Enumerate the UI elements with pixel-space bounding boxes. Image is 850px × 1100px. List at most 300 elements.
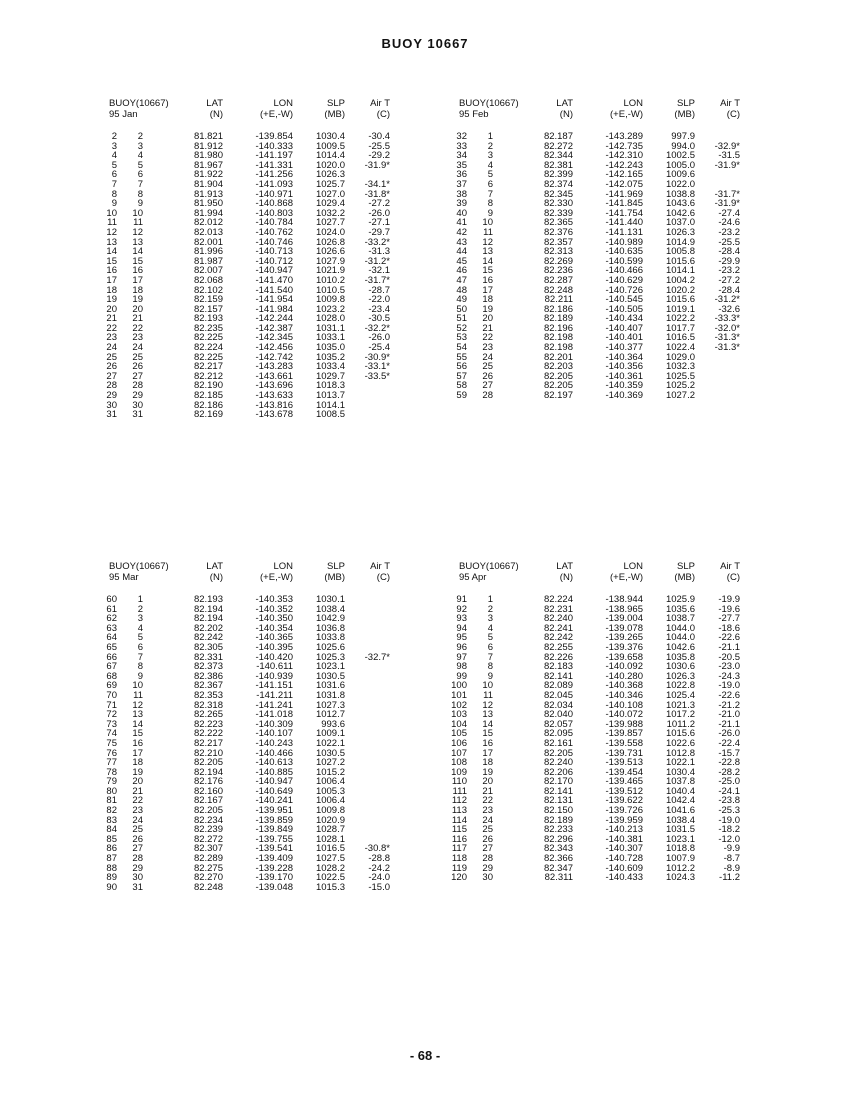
cell-air-temp: -32.6 xyxy=(718,303,740,315)
cell-day: 15 xyxy=(132,255,143,267)
cell-day: 1 xyxy=(487,594,493,605)
cell-air-temp: -15.7 xyxy=(718,747,740,759)
table-panel-mar xyxy=(103,561,403,893)
cell-slp: 1035.8 xyxy=(665,651,695,663)
cell-day: 29 xyxy=(482,862,493,874)
cell-lon: -140.352 xyxy=(255,603,293,615)
cell-day: 20 xyxy=(482,313,493,325)
cell-day: 8 xyxy=(137,188,143,200)
cell-day: 11 xyxy=(133,689,143,701)
cell-lon: -140.629 xyxy=(605,274,643,286)
cell-lon: -140.712 xyxy=(255,255,293,267)
table-row xyxy=(453,190,753,200)
cell-day: 7 xyxy=(137,178,143,190)
cell-row-id: 56 xyxy=(456,361,467,373)
table-row xyxy=(453,710,753,720)
table-row xyxy=(103,806,403,816)
cell-row-id: 112 xyxy=(451,795,467,807)
cell-air-temp: -25.4 xyxy=(368,342,390,354)
cell-lat: 82.194 xyxy=(193,603,223,615)
cell-air-temp: -30.4 xyxy=(368,131,390,142)
cell-row-id: 84 xyxy=(106,824,117,836)
table-row xyxy=(453,816,753,826)
cell-lon: -139.409 xyxy=(255,853,293,865)
header-buoy: BUOY(10667) xyxy=(459,561,519,572)
cell-row-id: 120 xyxy=(451,872,467,884)
cell-lat: 82.311 xyxy=(544,872,573,884)
table-row xyxy=(453,643,753,653)
cell-lat: 82.068 xyxy=(193,274,223,286)
cell-lat: 82.241 xyxy=(543,622,573,634)
cell-slp: 1029.0 xyxy=(665,351,695,363)
table-row xyxy=(453,286,753,296)
cell-day: 30 xyxy=(482,872,493,884)
table-row xyxy=(453,276,753,286)
table-row xyxy=(103,662,403,672)
cell-row-id: 109 xyxy=(451,766,467,778)
cell-day: 4 xyxy=(487,159,493,171)
cell-day: 25 xyxy=(132,824,143,836)
cell-air-temp: -22.6 xyxy=(718,689,740,701)
cell-lat: 82.187 xyxy=(543,131,573,142)
cell-day: 12 xyxy=(132,699,143,711)
table-row xyxy=(103,170,403,180)
cell-slp: 1042.6 xyxy=(665,641,695,653)
cell-lat: 82.198 xyxy=(543,342,573,354)
cell-slp: 1006.4 xyxy=(315,776,345,788)
cell-lon: -143.633 xyxy=(255,390,293,402)
table-row xyxy=(453,796,753,806)
cell-lat: 82.381 xyxy=(543,159,573,171)
cell-day: 10 xyxy=(132,207,143,219)
cell-lat: 82.374 xyxy=(543,178,573,190)
cell-lon: -140.466 xyxy=(605,265,643,277)
cell-row-id: 38 xyxy=(456,188,467,200)
cell-lon: -139.849 xyxy=(255,824,293,836)
table-row xyxy=(453,844,753,854)
cell-row-id: 25 xyxy=(106,351,117,363)
table-row xyxy=(453,324,753,334)
cell-row-id: 10 xyxy=(106,207,117,219)
table-row xyxy=(453,729,753,739)
table-row xyxy=(453,381,753,391)
cell-lon: -140.401 xyxy=(605,332,643,344)
table-row xyxy=(453,161,753,171)
cell-slp: 1022.1 xyxy=(315,737,345,749)
table-row xyxy=(453,333,753,343)
table-row xyxy=(103,720,403,730)
cell-slp: 1026.3 xyxy=(315,169,345,181)
cell-lon: -140.353 xyxy=(255,594,293,605)
cell-air-temp: -20.5 xyxy=(718,651,740,663)
cell-lon: -141.211 xyxy=(256,689,293,701)
cell-day: 31 xyxy=(132,409,143,421)
cell-row-id: 12 xyxy=(106,226,117,238)
cell-slp: 1031.8 xyxy=(315,689,345,701)
cell-air-temp: -22.4 xyxy=(718,737,740,749)
cell-row-id: 41 xyxy=(456,217,467,229)
cell-day: 8 xyxy=(487,661,493,673)
cell-day: 26 xyxy=(132,361,143,373)
cell-row-id: 99 xyxy=(456,670,467,682)
table-row xyxy=(453,739,753,749)
cell-row-id: 44 xyxy=(456,246,467,258)
cell-lat: 81.980 xyxy=(193,150,223,162)
header-air: Air T xyxy=(370,98,390,109)
table-panel-jan xyxy=(103,98,403,421)
cell-row-id: 27 xyxy=(106,370,117,382)
cell-row-id: 68 xyxy=(106,670,117,682)
cell-lat: 82.224 xyxy=(193,342,223,354)
header-air-u: (C) xyxy=(376,109,390,120)
cell-lat: 82.242 xyxy=(193,632,223,644)
cell-lat: 82.141 xyxy=(543,785,573,797)
cell-air-temp: -31.8* xyxy=(364,188,390,200)
cell-day: 19 xyxy=(132,294,143,306)
cell-air-temp: -24.2 xyxy=(368,862,390,874)
cell-slp: 1033.4 xyxy=(315,361,345,373)
cell-air-temp: -32.2* xyxy=(364,322,390,334)
table-row xyxy=(453,595,753,605)
cell-lat: 82.013 xyxy=(193,226,223,238)
cell-lon: -140.377 xyxy=(605,342,643,354)
cell-lon: -139.558 xyxy=(605,737,643,749)
table-row xyxy=(453,681,753,691)
cell-slp: 1018.3 xyxy=(315,380,345,392)
cell-lat: 82.305 xyxy=(193,641,223,653)
cell-lon: -139.755 xyxy=(255,833,293,845)
cell-row-id: 35 xyxy=(456,159,467,171)
cell-slp: 1025.3 xyxy=(315,651,345,663)
cell-lon: -141.241 xyxy=(255,699,293,711)
cell-row-id: 74 xyxy=(106,728,117,740)
cell-lat: 82.203 xyxy=(543,361,573,373)
cell-lon: -141.540 xyxy=(255,284,293,296)
cell-lon: -143.816 xyxy=(255,399,293,411)
cell-lon: -139.854 xyxy=(255,131,293,142)
header-lat-u: (N) xyxy=(209,109,223,120)
cell-air-temp: -31.3* xyxy=(714,342,740,354)
cell-lat: 82.205 xyxy=(193,805,223,817)
cell-air-temp: -29.2 xyxy=(368,150,390,162)
table-body xyxy=(453,132,753,401)
cell-slp: 1026.6 xyxy=(315,246,345,258)
cell-slp: 1033.8 xyxy=(315,632,345,644)
cell-lon: -142.742 xyxy=(255,351,293,363)
cell-lat: 81.994 xyxy=(193,207,223,219)
table-row xyxy=(103,132,403,142)
cell-row-id: 48 xyxy=(456,284,467,296)
cell-row-id: 86 xyxy=(106,843,117,855)
cell-slp: 1016.5 xyxy=(315,843,345,855)
cell-lon: -140.649 xyxy=(255,785,293,797)
header-lon-u: (+E,-W) xyxy=(260,572,293,583)
cell-row-id: 107 xyxy=(451,747,467,759)
cell-day: 10 xyxy=(132,680,143,692)
cell-lat: 82.150 xyxy=(543,805,573,817)
cell-lon: -139.988 xyxy=(605,718,643,730)
cell-lon: -140.107 xyxy=(255,728,293,740)
cell-row-id: 60 xyxy=(106,594,117,605)
cell-day: 29 xyxy=(132,390,143,402)
cell-lat: 82.265 xyxy=(193,709,223,721)
cell-day: 3 xyxy=(137,613,143,625)
cell-slp: 1015.3 xyxy=(315,881,345,893)
cell-lon: -141.954 xyxy=(255,294,293,306)
cell-row-id: 8 xyxy=(111,188,117,200)
cell-air-temp: -31.9* xyxy=(364,159,390,171)
cell-row-id: 117 xyxy=(451,843,467,855)
cell-lat: 82.225 xyxy=(193,332,223,344)
table-row xyxy=(453,391,753,401)
cell-lat: 82.089 xyxy=(543,680,573,692)
cell-row-id: 87 xyxy=(106,853,117,865)
cell-lat: 82.212 xyxy=(193,370,223,382)
table-row xyxy=(453,247,753,257)
cell-day: 2 xyxy=(137,131,143,142)
cell-row-id: 30 xyxy=(106,399,117,411)
cell-lat: 82.217 xyxy=(193,737,223,749)
table-row xyxy=(103,190,403,200)
cell-slp: 1025.4 xyxy=(665,689,695,701)
cell-row-id: 111 xyxy=(452,785,467,797)
cell-day: 13 xyxy=(132,709,143,721)
cell-row-id: 73 xyxy=(106,718,117,730)
cell-lat: 82.194 xyxy=(193,613,223,625)
cell-lat: 82.347 xyxy=(543,862,573,874)
table-row xyxy=(103,624,403,634)
cell-day: 21 xyxy=(132,313,143,325)
cell-lat: 82.161 xyxy=(543,737,573,749)
cell-slp: 993.6 xyxy=(321,718,345,730)
cell-lon: -143.289 xyxy=(605,131,643,142)
cell-lon: -140.359 xyxy=(605,380,643,392)
cell-row-id: 51 xyxy=(456,313,467,325)
cell-lat: 82.193 xyxy=(193,313,223,325)
cell-air-temp: -31.5 xyxy=(718,150,740,162)
cell-slp: 1014.1 xyxy=(665,265,695,277)
table-row xyxy=(453,605,753,615)
cell-lat: 82.095 xyxy=(543,728,573,740)
table-row xyxy=(103,401,403,411)
cell-lon: -141.984 xyxy=(255,303,293,315)
cell-slp: 1014.1 xyxy=(315,399,345,411)
table-row xyxy=(453,777,753,787)
cell-lat: 82.367 xyxy=(193,680,223,692)
table-row xyxy=(103,691,403,701)
cell-row-id: 96 xyxy=(456,641,467,653)
cell-lon: -139.541 xyxy=(255,843,293,855)
cell-row-id: 81 xyxy=(106,795,117,807)
cell-day: 15 xyxy=(132,728,143,740)
cell-lon: -140.350 xyxy=(255,613,293,625)
cell-lon: -140.885 xyxy=(255,766,293,778)
cell-row-id: 13 xyxy=(106,236,117,248)
table-row xyxy=(103,266,403,276)
cell-row-id: 65 xyxy=(106,641,117,653)
cell-day: 12 xyxy=(132,226,143,238)
cell-row-id: 98 xyxy=(456,661,467,673)
cell-air-temp: -21.0 xyxy=(718,709,740,721)
cell-lon: -139.265 xyxy=(605,632,643,644)
cell-slp: 1023.2 xyxy=(315,303,345,315)
cell-air-temp: -19.0 xyxy=(718,680,740,692)
cell-row-id: 70 xyxy=(106,689,117,701)
cell-day: 2 xyxy=(487,603,493,615)
cell-lon: -141.093 xyxy=(255,178,293,190)
cell-lon: -140.356 xyxy=(605,361,643,373)
cell-row-id: 114 xyxy=(451,814,467,826)
cell-slp: 1025.7 xyxy=(315,178,345,190)
cell-row-id: 57 xyxy=(456,370,467,382)
cell-slp: 1010.2 xyxy=(315,274,345,286)
cell-lon: -140.108 xyxy=(605,699,643,711)
table-row xyxy=(103,653,403,663)
table-row xyxy=(103,758,403,768)
cell-lat: 82.313 xyxy=(543,246,573,258)
cell-lon: -142.456 xyxy=(255,342,293,354)
cell-day: 23 xyxy=(482,805,493,817)
table-row xyxy=(103,199,403,209)
cell-lon: -142.387 xyxy=(255,322,293,334)
cell-row-id: 2 xyxy=(111,131,117,142)
cell-lat: 81.912 xyxy=(193,140,223,152)
cell-slp: 1012.8 xyxy=(665,747,695,759)
cell-lon: -139.004 xyxy=(605,613,643,625)
table-row xyxy=(453,295,753,305)
cell-day: 9 xyxy=(487,207,493,219)
cell-slp: 1032.3 xyxy=(665,361,695,373)
cell-lat: 82.206 xyxy=(543,766,573,778)
cell-lat: 82.040 xyxy=(543,709,573,721)
cell-air-temp: -34.1* xyxy=(364,178,390,190)
cell-row-id: 54 xyxy=(456,342,467,354)
cell-day: 10 xyxy=(482,217,493,229)
cell-row-id: 69 xyxy=(106,680,117,692)
cell-row-id: 19 xyxy=(106,294,117,306)
cell-lon: -140.433 xyxy=(605,872,643,884)
cell-lon: -141.197 xyxy=(255,150,293,162)
cell-slp: 1044.0 xyxy=(665,622,695,634)
cell-air-temp: -28.2 xyxy=(718,766,740,778)
cell-slp: 1023.1 xyxy=(315,661,345,673)
cell-row-id: 55 xyxy=(456,351,467,363)
cell-row-id: 33 xyxy=(456,140,467,152)
cell-row-id: 93 xyxy=(456,613,467,625)
cell-row-id: 9 xyxy=(111,198,117,210)
cell-lat: 82.318 xyxy=(193,699,223,711)
cell-lon: -140.333 xyxy=(255,140,293,152)
cell-air-temp: -12.0 xyxy=(718,833,740,845)
cell-day: 15 xyxy=(482,728,493,740)
table-row xyxy=(453,170,753,180)
header-lat-u: (N) xyxy=(559,109,573,120)
cell-row-id: 80 xyxy=(106,785,117,797)
cell-day: 5 xyxy=(137,632,143,644)
cell-lat: 82.331 xyxy=(193,651,223,663)
cell-lat: 82.223 xyxy=(193,718,223,730)
cell-air-temp: -31.7* xyxy=(714,188,740,200)
cell-row-id: 118 xyxy=(451,853,467,865)
cell-day: 22 xyxy=(132,322,143,334)
table-header xyxy=(103,561,403,587)
table-row xyxy=(103,276,403,286)
table-row xyxy=(103,672,403,682)
cell-row-id: 61 xyxy=(106,603,117,615)
table-row xyxy=(103,777,403,787)
cell-lon: -139.454 xyxy=(605,766,643,778)
cell-slp: 1038.4 xyxy=(315,603,345,615)
cell-slp: 1009.5 xyxy=(315,140,345,152)
cell-day: 14 xyxy=(132,718,143,730)
header-buoy: BUOY(10667) xyxy=(109,561,169,572)
header-lat: LAT xyxy=(206,98,223,109)
cell-lon: -140.989 xyxy=(605,236,643,248)
cell-lat: 82.339 xyxy=(543,207,573,219)
cell-slp: 1042.6 xyxy=(665,207,695,219)
cell-row-id: 26 xyxy=(106,361,117,373)
cell-row-id: 75 xyxy=(106,737,117,749)
cell-lon: -141.470 xyxy=(255,274,293,286)
cell-slp: 1038.7 xyxy=(665,613,695,625)
cell-day: 3 xyxy=(487,613,493,625)
cell-slp: 1032.2 xyxy=(315,207,345,219)
cell-day: 5 xyxy=(137,159,143,171)
cell-slp: 1023.1 xyxy=(665,833,695,845)
cell-slp: 1015.6 xyxy=(665,728,695,740)
cell-slp: 1042.4 xyxy=(665,795,695,807)
cell-slp: 997.9 xyxy=(671,131,695,142)
cell-slp: 1025.9 xyxy=(665,594,695,605)
table-row xyxy=(103,381,403,391)
cell-slp: 1016.5 xyxy=(665,332,695,344)
cell-lat: 82.210 xyxy=(193,747,223,759)
table-row xyxy=(103,873,403,883)
cell-lon: -142.345 xyxy=(255,332,293,344)
cell-day: 18 xyxy=(132,757,143,769)
cell-lon: -142.310 xyxy=(605,150,643,162)
cell-lon: -139.731 xyxy=(605,747,643,759)
table-row xyxy=(453,873,753,883)
header-buoy: BUOY(10667) xyxy=(109,98,169,109)
header-buoy: BUOY(10667) xyxy=(459,98,519,109)
cell-lon: -139.859 xyxy=(255,814,293,826)
cell-lon: -141.331 xyxy=(255,159,293,171)
cell-day: 24 xyxy=(132,342,143,354)
table-row xyxy=(453,266,753,276)
cell-lon: -140.361 xyxy=(605,370,643,382)
cell-row-id: 103 xyxy=(451,709,467,721)
cell-lon: -140.599 xyxy=(605,255,643,267)
page-title: BUOY 10667 xyxy=(381,36,469,51)
cell-lon: -140.971 xyxy=(255,188,293,200)
cell-day: 28 xyxy=(482,853,493,865)
cell-slp: 1012.2 xyxy=(665,862,695,874)
cell-lon: -140.213 xyxy=(605,824,643,836)
cell-lon: -139.170 xyxy=(255,872,293,884)
cell-day: 20 xyxy=(132,303,143,315)
cell-air-temp: -27.2 xyxy=(718,274,740,286)
cell-day: 18 xyxy=(482,757,493,769)
cell-lat: 82.157 xyxy=(193,303,223,315)
cell-day: 4 xyxy=(487,622,493,634)
cell-row-id: 108 xyxy=(451,757,467,769)
cell-slp: 1009.8 xyxy=(315,294,345,306)
header-lon: LON xyxy=(623,561,643,572)
cell-lat: 82.287 xyxy=(543,274,573,286)
cell-air-temp: -29.7 xyxy=(368,226,390,238)
cell-slp: 1011.2 xyxy=(666,718,695,730)
